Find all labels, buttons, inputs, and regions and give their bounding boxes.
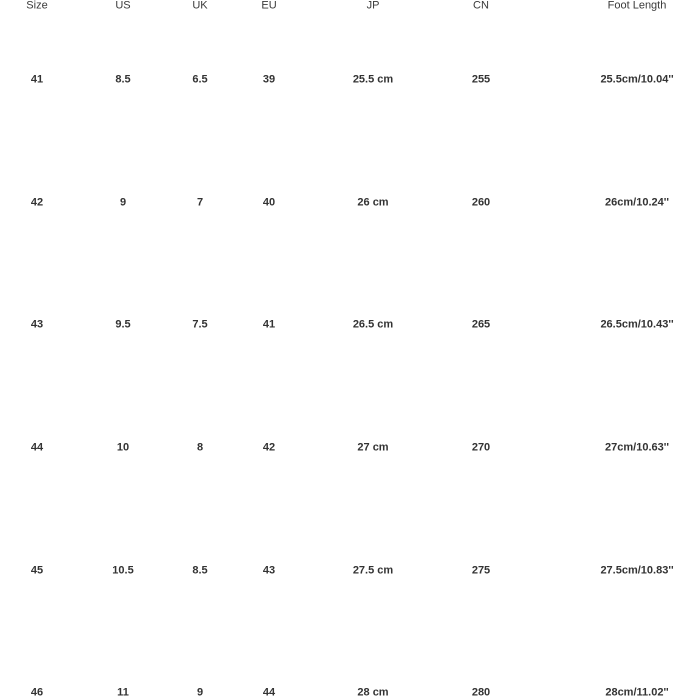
table-cell: 7.5	[192, 318, 208, 331]
header-jp: JP	[366, 0, 380, 12]
table-cell: 10.5	[112, 564, 134, 577]
table-cell: 8	[196, 441, 204, 454]
header-us: US	[115, 0, 131, 12]
table-cell: 41	[30, 73, 44, 86]
table-cell: 265	[471, 318, 491, 331]
table-cell: 11	[117, 686, 129, 699]
table-cell: 9	[119, 196, 127, 209]
header-uk: UK	[192, 0, 208, 12]
table-cell: 28cm/11.02''	[605, 686, 669, 699]
table-cell: 270	[471, 441, 491, 454]
table-cell: 43	[262, 564, 276, 577]
table-cell: 8.5	[192, 564, 208, 577]
table-cell: 255	[471, 73, 491, 86]
table-cell: 27cm/10.63''	[605, 441, 669, 454]
table-cell: 10	[116, 441, 130, 454]
table-cell: 44	[262, 686, 276, 699]
table-cell: 44	[30, 441, 44, 454]
table-cell: 260	[471, 196, 491, 209]
table-cell: 46	[30, 686, 44, 699]
table-cell: 25.5cm/10.04''	[600, 73, 674, 86]
header-size: Size	[26, 0, 48, 12]
table-cell: 43	[30, 318, 44, 331]
header-cn: CN	[473, 0, 489, 12]
table-cell: 26 cm	[357, 196, 389, 209]
header-eu: EU	[261, 0, 277, 12]
table-cell: 42	[30, 196, 44, 209]
table-cell: 280	[471, 686, 491, 699]
table-cell: 28 cm	[357, 686, 389, 699]
table-cell: 42	[262, 441, 276, 454]
table-cell: 9.5	[115, 318, 131, 331]
table-cell: 7	[196, 196, 204, 209]
table-cell: 26cm/10.24''	[605, 196, 669, 209]
table-cell: 275	[471, 564, 491, 577]
table-cell: 26.5cm/10.43''	[600, 318, 674, 331]
header-foot-length: Foot Length	[607, 0, 667, 12]
table-cell: 8.5	[115, 73, 131, 86]
table-cell: 40	[262, 196, 276, 209]
table-cell: 39	[262, 73, 276, 86]
table-cell: 9	[196, 686, 204, 699]
table-cell: 26.5 cm	[352, 318, 394, 331]
table-cell: 45	[30, 564, 44, 577]
table-cell: 27 cm	[357, 441, 389, 454]
table-cell: 6.5	[192, 73, 208, 86]
table-cell: 41	[262, 318, 276, 331]
table-cell: 27.5cm/10.83''	[600, 564, 674, 577]
table-cell: 25.5 cm	[352, 73, 394, 86]
table-cell: 27.5 cm	[352, 564, 394, 577]
